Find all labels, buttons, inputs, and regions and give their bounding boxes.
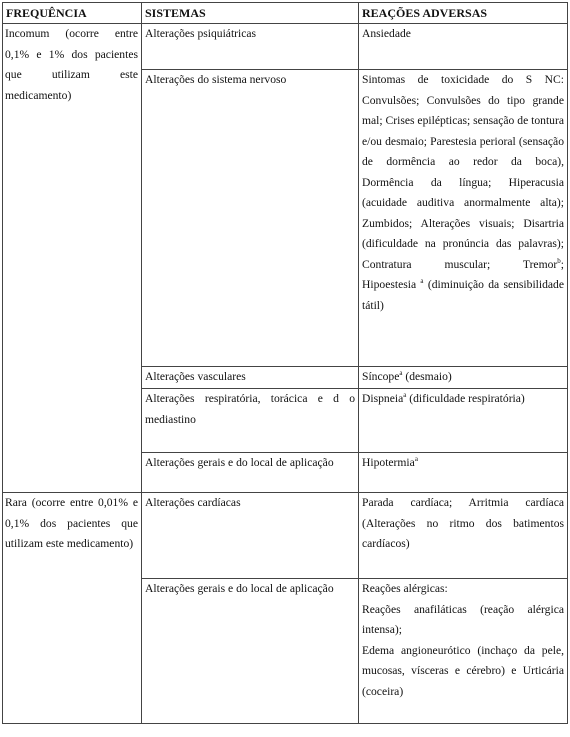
- reaction-line: Reações anafiláticas (reação alérgica intensa);: [362, 602, 564, 636]
- reaction-cell: [359, 453, 568, 493]
- reaction-text-tail: (diminuição da sensibilidade tátil): [362, 278, 564, 312]
- system-cell: Alterações gerais e do local de aplicação: [142, 453, 359, 493]
- system-cell: Alterações do sistema nervoso: [142, 70, 359, 367]
- header-row: [3, 3, 568, 24]
- reaction-text-tail: (dificuldade respiratória): [406, 392, 525, 405]
- reaction-line: Edema angioneurótico (inchaço da pele, mucosas, vísceras e cérebro) e Urticária (coceira): [362, 643, 564, 698]
- system-cell: Alterações respiratória, torácica e d o mediastino: [142, 389, 359, 453]
- footnote-marker: a: [414, 455, 418, 464]
- frequency-cell-incomum: Incomum (ocorre entre 0,1% e 1% dos pacientes que utilizam este medicamento): [3, 24, 142, 493]
- footnote-marker: a: [420, 277, 424, 286]
- footnote-marker: a: [399, 369, 403, 378]
- header-systems: SISTEMAS: [142, 3, 359, 24]
- adverse-reactions-table: [2, 2, 568, 724]
- reaction-cell: [359, 389, 568, 453]
- frequency-cell-rara: Rara (ocorre entre 0,01% e 0,1% dos pacientes que utilizam este medicamento): [3, 493, 142, 724]
- reaction-text: Dispneia: [362, 392, 404, 405]
- reaction-text: Síncope: [362, 370, 400, 383]
- system-cell: Alterações vasculares: [142, 367, 359, 389]
- table-row: [3, 24, 568, 70]
- table-row: [3, 493, 568, 579]
- reaction-text: Hipotermia: [362, 456, 415, 469]
- footnote-marker: a: [403, 391, 407, 400]
- reaction-line: Reações alérgicas:: [362, 582, 448, 595]
- system-cell: Alterações gerais e do local de aplicação: [142, 579, 359, 724]
- reaction-cell: [359, 579, 568, 724]
- system-cell: Alterações cardíacas: [142, 493, 359, 579]
- footnote-marker: b: [557, 256, 561, 265]
- reaction-text-continued: ; Hipoestesia: [362, 257, 564, 291]
- reaction-cell: [359, 70, 568, 367]
- reaction-text: Sintomas de toxicidade do S NC: Convulsões; Convulsões do tipo grande mal; Crises epilépticas; sensação de tontura e/ou desmaio; Parestesia perioral (sensação de dormência ao redor da boca), Dormência da língua; Hiperacusia (acuidade auditiva anormalmente alta); Zumbidos; Alterações visuais; Disartria (dificuldade na pronúncia das palavras); Contratura muscular; Tremor: [362, 73, 564, 271]
- reaction-cell: Ansiedade: [359, 24, 568, 70]
- header-reactions: REAÇÕES ADVERSAS: [359, 3, 568, 24]
- reaction-text-tail: (desmaio): [402, 370, 452, 383]
- system-cell: Alterações psiquiátricas: [142, 24, 359, 70]
- header-frequency: FREQUÊNCIA: [3, 3, 142, 24]
- reaction-cell: [359, 367, 568, 389]
- reaction-cell: Parada cardíaca; Arritmia cardíaca (Alterações no ritmo dos batimentos cardíacos): [359, 493, 568, 579]
